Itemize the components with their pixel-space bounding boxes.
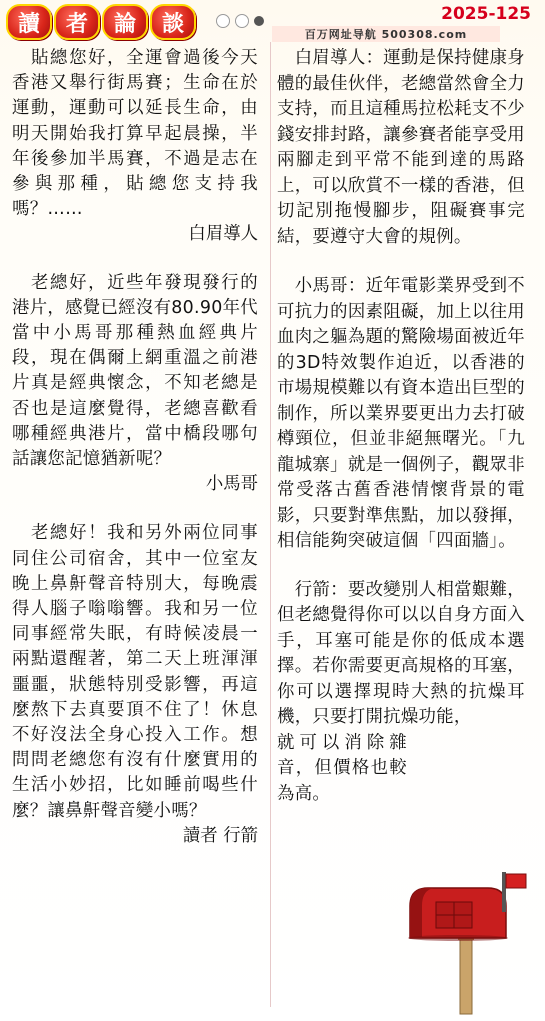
letter-signature: 小馬哥 bbox=[205, 474, 258, 495]
reader-letter: 老總好，近些年發現發行的港片，感覺已經沒有80.90年代當中小馬哥那種熱血經典片段，現在偶爾上網重溫之前港片真是經典懷念，不知老總是否也是這麼覺得，老總喜歡看哪種經典港片，當中橋段哪句話讓您記憶猶新呢？ bbox=[12, 272, 258, 470]
dot-icon bbox=[254, 16, 264, 26]
decorative-dots bbox=[216, 14, 264, 28]
header bbox=[0, 0, 545, 42]
editor-reply: 行箭：要改變別人相當艱難，但老總覺得你可以以自身方面入手，耳塞可能是你的低成本選擇。若你需要更高規格的耳塞，你可以選擇現時大熱的抗燥耳機，只要打開抗燥功能， bbox=[277, 579, 525, 727]
circle-icon bbox=[216, 14, 230, 28]
letter-signature: 讀者 行箭 bbox=[182, 825, 258, 846]
issue-number: 2025-125 bbox=[441, 4, 531, 24]
column-divider bbox=[270, 42, 271, 1007]
reader-letter: 貼總您好，全運會過後今天香港又舉行街馬賽；生命在於運動，運動可以延長生命，由明天開始我打算早起晨操，半年後參加半馬賽，不過是志在參與那種，貼總您支持我嗎？…… bbox=[12, 48, 258, 220]
title-char: 論 bbox=[102, 4, 148, 40]
letter-signature: 白眉導人 bbox=[188, 224, 258, 245]
circle-icon bbox=[235, 14, 249, 28]
title-char: 者 bbox=[54, 4, 100, 40]
replies-column bbox=[277, 46, 525, 807]
editor-reply: 小馬哥：近年電影業界受到不可抗力的因素阻礙，加上以往用血肉之軀為題的驚險場面被近年的3D特效製作迫近，以香港的市場規模難以有資本造出巨型的制作，所以業界要更出力去打破樽頸位，但並非絕無曙光。「九龍城寨」就是一個例子，觀眾非常受落古舊香港情懷背景的電影，只要對準焦點，加以發揮，相信能夠突破這個「四面牆」。 bbox=[277, 276, 525, 551]
title-char: 談 bbox=[150, 4, 196, 40]
editor-reply: 白眉導人：運動是保持健康身體的最佳伙伴，老總當然會全力支持，而且這種馬拉松耗支不少錢安排封路，讓參賽者能享受用兩腳走到平常不能到達的馬路上，可以欣賞不一樣的香港，但切記別拖慢腳步，阻礙賽事完結，要遵守大會的規例。 bbox=[277, 48, 525, 247]
site-watermark: 百万网址导航 500308.com bbox=[272, 26, 500, 42]
title-char: 讀 bbox=[6, 4, 52, 40]
column-title bbox=[6, 4, 196, 40]
mailbox-icon bbox=[402, 866, 532, 1016]
letters-column bbox=[12, 46, 258, 849]
reader-letter: 老總好！我和另外兩位同事同住公司宿舍，其中一位室友晚上鼻鼾聲音特別大，每晚震得人腦子嗡嗡響。我和另一位同事經常失眠，有時候凌晨一兩點還醒著，第二天上班渾渾噩噩，狀態特別受影響，再這麼熬下去真要頂不住了！休息不好沒法全身心投入工作。想問問老總您有沒有什麼實用的生活小妙招，比如睡前喝些什麼？讓鼻鼾聲音變小嗎？ bbox=[12, 523, 258, 821]
editor-reply-continued: 就可以消除雜音，但價格也較為高。 bbox=[277, 732, 407, 804]
